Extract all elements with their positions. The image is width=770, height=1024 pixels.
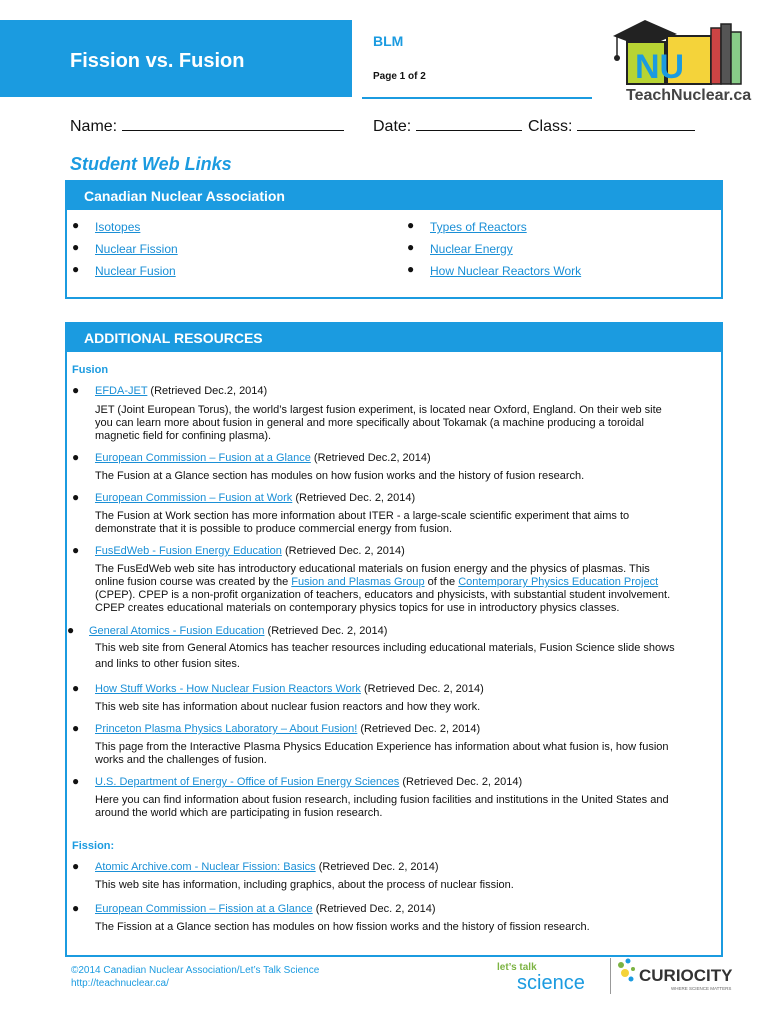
bullet-icon: ● xyxy=(72,721,80,735)
link-fusedweb[interactable]: FusEdWeb - Fusion Energy Education xyxy=(95,545,282,557)
resource-princeton xyxy=(95,723,480,736)
bullet-icon: ● xyxy=(407,262,415,276)
cna-box-title: Canadian Nuclear Association xyxy=(67,182,721,210)
resource-atomic-archive xyxy=(95,861,439,874)
bullet-icon: ● xyxy=(72,262,80,276)
resource-description: The Fusion at Work section has more information about ITER - a large-scale scientific experiment that aims to xyxy=(95,510,630,522)
bullet-icon: ● xyxy=(67,623,75,637)
bullet-icon: ● xyxy=(72,774,80,788)
resource-fusion-work xyxy=(95,492,415,505)
bullet-icon: ● xyxy=(72,901,80,915)
retrieved-date: (Retrieved Dec.2, 2014) xyxy=(150,385,268,397)
blm-label: BLM xyxy=(373,33,404,49)
additional-resources-box xyxy=(65,322,723,957)
resource-description: The Fission at a Glance section has modules on how fission works and the history of fission research. xyxy=(95,921,590,933)
resource-description: This web site has information about nuclear fusion reactors and how they work. xyxy=(95,701,481,713)
retrieved-date: (Retrieved Dec. 2, 2014) xyxy=(402,776,523,788)
date-label: Date: xyxy=(373,118,412,135)
resource-fusedweb xyxy=(95,545,405,558)
resource-description: works and the challenges of fusion. xyxy=(95,754,267,766)
additional-box-title: ADDITIONAL RESOURCES xyxy=(67,324,721,352)
link-atomic-archive[interactable]: Atomic Archive.com - Nuclear Fission: Basics xyxy=(95,861,316,873)
logo-nu-text: NU xyxy=(635,48,685,86)
site-name: TeachNuclear.ca xyxy=(626,87,752,104)
date-line xyxy=(416,116,522,131)
retrieved-date: (Retrieved Dec. 2, 2014) xyxy=(360,723,481,735)
link-nuclear-energy[interactable]: Nuclear Energy xyxy=(430,242,513,256)
fission-heading: Fission: xyxy=(72,840,115,852)
lts-big-text: science xyxy=(517,972,585,993)
link-fusion-at-a-glance[interactable]: European Commission – Fusion at a Glance xyxy=(95,452,311,464)
resource-description: CPEP creates educational materials on contemporary physics topics for use in introductory physics classes. xyxy=(95,602,620,614)
link-how-stuff-works[interactable]: How Stuff Works - How Nuclear Fusion Reactors Work xyxy=(95,683,361,695)
resource-description: This web site has information, including graphics, about the process of nuclear fission. xyxy=(95,879,514,891)
class-field[interactable] xyxy=(528,116,695,136)
retrieved-date: (Retrieved Dec.2, 2014) xyxy=(313,452,431,464)
resource-description: Here you can find information about fusion research, including fusion facilities and institutions in the United States and xyxy=(95,794,669,806)
footer-credits xyxy=(71,964,319,990)
resource-general-atomics xyxy=(89,625,387,638)
link-nuclear-fission[interactable]: Nuclear Fission xyxy=(95,242,178,256)
name-field[interactable] xyxy=(70,116,344,136)
footer-url[interactable]: http://teachnuclear.ca/ xyxy=(71,978,169,989)
bullet-icon: ● xyxy=(407,240,415,254)
bullet-icon: ● xyxy=(72,859,80,873)
bullet-icon: ● xyxy=(72,450,80,464)
student-links-heading: Student Web Links xyxy=(70,154,232,174)
curio-text: CURIOCITY xyxy=(639,966,733,985)
lts-small-text: let’s talk xyxy=(497,962,537,973)
resource-description: you can learn more about fusion in general and more specifically about Tokamak (a machine producing a toroidal xyxy=(95,417,644,429)
link-types-of-reactors[interactable]: Types of Reactors xyxy=(430,220,527,234)
page-title: Fission vs. Fusion xyxy=(70,50,245,72)
link-nuclear-fusion[interactable]: Nuclear Fusion xyxy=(95,264,176,278)
name-label: Name: xyxy=(70,118,118,135)
bullet-icon: ● xyxy=(407,218,415,232)
footer-separator xyxy=(610,958,611,994)
link-fusion-at-work[interactable]: European Commission – Fusion at Work xyxy=(95,492,293,504)
curio-tagline: WHERE SCIENCE MATTERS xyxy=(671,986,732,991)
link-doe-fusion-sciences[interactable]: U.S. Department of Energy - Office of Fusion Energy Sciences xyxy=(95,776,400,788)
retrieved-date: (Retrieved Dec. 2, 2014) xyxy=(318,861,439,873)
link-isotopes[interactable]: Isotopes xyxy=(95,220,141,234)
fusion-heading: Fusion xyxy=(72,364,109,376)
lets-talk-science-logo xyxy=(495,958,605,993)
resource-description: The Fusion at a Glance section has modules on how fusion works and the history of fusion research. xyxy=(95,470,585,482)
resource-fusion-glance xyxy=(95,452,431,465)
resource-description: around the world which are participating in fusion research. xyxy=(95,807,383,819)
resource-how-stuff-works xyxy=(95,683,484,696)
resource-description: and links to other fusion sites. xyxy=(95,658,240,670)
bullet-icon: ● xyxy=(72,681,80,695)
link-efda-jet[interactable]: EFDA-JET xyxy=(95,385,148,397)
bullet-icon: ● xyxy=(72,240,80,254)
link-fusion-plasmas-group[interactable]: Fusion and Plasmas Group xyxy=(291,576,425,588)
bullet-icon: ● xyxy=(72,383,80,397)
retrieved-date: (Retrieved Dec. 2, 2014) xyxy=(363,683,484,695)
name-line xyxy=(122,116,344,131)
description-text: online fusion course was created by the xyxy=(95,576,292,588)
resource-efda-jet xyxy=(95,385,267,398)
curiocity-logo xyxy=(615,955,735,995)
link-princeton-about-fusion[interactable]: Princeton Plasma Physics Laboratory – About Fusion! xyxy=(95,723,358,735)
resource-description: The FusEdWeb web site has introductory educational materials on fusion energy and the physics of plasmas. This xyxy=(95,563,650,575)
bullet-icon: ● xyxy=(72,543,80,557)
class-line xyxy=(577,116,695,131)
resource-description: demonstrate that it is possible to produce commercial energy from fusion. xyxy=(95,523,453,535)
resource-doe xyxy=(95,776,522,789)
link-fission-at-a-glance[interactable]: European Commission – Fission at a Glance xyxy=(95,903,313,915)
link-cpep[interactable]: Contemporary Physics Education Project xyxy=(458,576,659,588)
link-how-reactors-work[interactable]: How Nuclear Reactors Work xyxy=(430,264,582,278)
retrieved-date: (Retrieved Dec. 2, 2014) xyxy=(267,625,388,637)
retrieved-date: (Retrieved Dec. 2, 2014) xyxy=(295,492,416,504)
resource-description: JET (Joint European Torus), the world’s largest fusion experiment, is located near Oxford, England. On their web site xyxy=(95,404,662,416)
resource-description: magnetic field for confining plasma). xyxy=(95,430,272,442)
bullet-icon: ● xyxy=(72,218,80,232)
link-general-atomics[interactable]: General Atomics - Fusion Education xyxy=(89,625,265,637)
cna-links-box xyxy=(65,180,723,299)
retrieved-date: (Retrieved Dec. 2, 2014) xyxy=(315,903,436,915)
resource-description: (CPEP). CPEP is a non-profit organization of teachers, educators and physicists, with substantial student involvement. xyxy=(95,589,671,601)
class-label: Class: xyxy=(528,118,573,135)
resource-fission-glance xyxy=(95,903,436,916)
retrieved-date: (Retrieved Dec. 2, 2014) xyxy=(284,545,405,557)
footer-copyright: ©2014 Canadian Nuclear Association/Let’s Talk Science xyxy=(71,965,320,976)
resource-description: This web site from General Atomics has teacher resources including educational materials, Fusion Science slide shows xyxy=(95,642,675,654)
description-text: of the xyxy=(424,576,459,588)
date-field[interactable] xyxy=(373,116,522,136)
bullet-icon: ● xyxy=(72,490,80,504)
page-number: Page 1 of 2 xyxy=(373,71,426,82)
resource-description-links xyxy=(95,576,658,589)
header-rule xyxy=(362,97,592,99)
resource-description: This page from the Interactive Plasma Physics Education Experience has information about what fusion is, how fusion xyxy=(95,741,669,753)
